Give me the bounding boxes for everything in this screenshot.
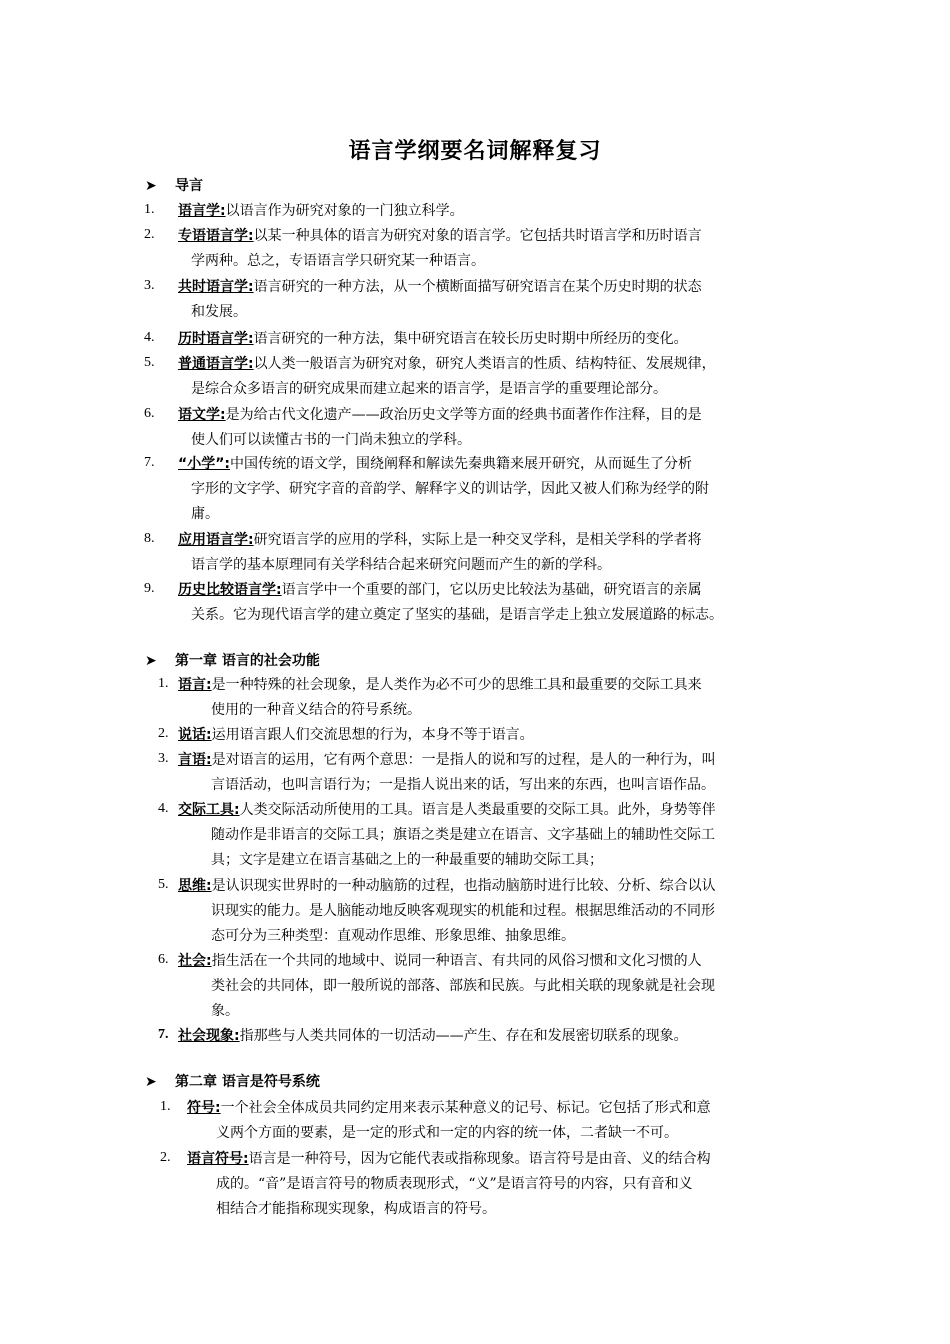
list-item-line xyxy=(178,528,702,553)
term-label: 说话: xyxy=(178,727,212,743)
definition-continuation: 类社会的共同体，即一般所说的部落、部族和民族。与此相关联的现象就是社会现 xyxy=(211,978,715,994)
list-item-line xyxy=(178,275,702,300)
page-title: 语言学纲要名词解释复习 xyxy=(348,139,602,164)
definition-text: 语言研究的一种方法，集中研究语言在较长历史时期中所经历的变化。 xyxy=(253,331,688,347)
section-heading-text: 第一章 语言的社会功能 xyxy=(175,653,320,669)
list-item-line xyxy=(187,1096,711,1121)
list-item-line xyxy=(178,352,716,377)
term-label: 共时语言学: xyxy=(178,279,254,295)
list-item-number: 4. xyxy=(144,330,155,345)
term-label: 社会: xyxy=(178,953,212,969)
term-label: 历时语言学: xyxy=(178,331,254,347)
term-label: 应用语言学: xyxy=(178,532,254,548)
definition-continuation: 庸。 xyxy=(191,506,219,522)
definition-text: 是对语言的运用，它有两个意思：一是指人的说和写的过程，是人的一种行为，叫 xyxy=(211,752,716,768)
list-item-number: 7. xyxy=(144,455,155,470)
list-item-line xyxy=(178,748,716,773)
definition-continuation: 和发展。 xyxy=(191,304,247,320)
definition-text: 中国传统的语文学，围绕阐释和解读先秦典籍来展开研究，从而诞生了分析 xyxy=(230,456,693,472)
list-item-number: 2. xyxy=(158,726,169,741)
section-heading xyxy=(145,1071,320,1091)
list-item-line xyxy=(178,452,692,477)
definition-text: 以人类一般语言为研究对象，研究人类语言的性质、结构特征、发展规律， xyxy=(253,356,716,372)
definition-continuation: 是综合众多语言的研究成果而建立起来的语言学，是语言学的重要理论部分。 xyxy=(191,381,667,397)
definition-continuation: 使人们可以读懂古书的一门尚未独立的学科。 xyxy=(191,432,471,448)
list-item-number: 2. xyxy=(144,227,155,242)
term-label: 历史比较语言学: xyxy=(178,582,282,598)
list-item-number: 1. xyxy=(160,1099,171,1114)
definition-text: 是为给古代文化遗产——政治历史文学等方面的经典书面著作作注释，目的是 xyxy=(225,407,702,423)
arrow-bullet-icon: ➤ xyxy=(145,1074,157,1090)
list-item-number: 1. xyxy=(158,676,169,691)
list-item-number: 2. xyxy=(160,1150,171,1165)
definition-text: 运用语言跟人们交流思想的行为，本身不等于语言。 xyxy=(211,727,534,743)
term-label: 语言符号: xyxy=(187,1151,249,1167)
term-label: 专语语言学: xyxy=(178,228,254,244)
definition-continuation: 义两个方面的要素，是一定的形式和一定的内容的统一体，二者缺一不可。 xyxy=(216,1125,678,1141)
list-item-line xyxy=(178,327,688,352)
list-item-number: 5. xyxy=(144,355,155,370)
list-item-line xyxy=(178,874,716,899)
definition-continuation: 态可分为三种类型：直观动作思维、形象思维、抽象思维。 xyxy=(211,928,575,944)
definition-text: 是一种特殊的社会现象，是人类作为必不可少的思维工具和最重要的交际工具来 xyxy=(211,677,702,693)
list-item-line xyxy=(178,403,702,428)
list-item-number: 1. xyxy=(144,202,155,217)
list-item-line xyxy=(178,224,702,249)
list-item-line xyxy=(178,199,464,224)
list-item-line xyxy=(178,673,702,698)
list-item-line xyxy=(187,1147,711,1172)
definition-continuation: 使用的一种音义结合的符号系统。 xyxy=(211,702,421,718)
section-heading xyxy=(145,175,203,195)
list-item-number: 7. xyxy=(158,1027,169,1042)
term-label: 符号: xyxy=(187,1100,221,1116)
list-item-line xyxy=(178,578,702,603)
definition-text: 研究语言学的应用的学科，实际上是一种交叉学科，是相关学科的学者将 xyxy=(253,532,702,548)
term-label: 普通语言学: xyxy=(178,356,254,372)
list-item-number: 6. xyxy=(144,406,155,421)
list-item-number: 5. xyxy=(158,877,169,892)
term-label: 社会现象: xyxy=(178,1028,240,1044)
list-item-number: 9. xyxy=(144,581,155,596)
definition-text: 一个社会全体成员共同约定用来表示某种意义的记号、标记。它包括了形式和意 xyxy=(220,1100,711,1116)
definition-continuation: 相结合才能指称现实现象，构成语言的符号。 xyxy=(216,1201,496,1217)
section-heading-text: 第二章 语言是符号系统 xyxy=(175,1074,320,1090)
definition-continuation: 字形的文字学、研究字音的音韵学、解释字义的训诂学，因此又被人们称为经学的附 xyxy=(191,481,709,497)
list-item-number: 4. xyxy=(158,801,169,816)
definition-continuation: 关系。它为现代语言学的建立奠定了坚实的基础，是语言学走上独立发展道路的标志。 xyxy=(191,607,723,623)
term-label: 言语: xyxy=(178,752,212,768)
term-label: 思维: xyxy=(178,878,212,894)
definition-text: 语言学中一个重要的部门，它以历史比较法为基础，研究语言的亲属 xyxy=(281,582,702,598)
list-item-line xyxy=(178,949,702,974)
arrow-bullet-icon: ➤ xyxy=(145,653,157,669)
term-label: 语言学: xyxy=(178,203,226,219)
section-heading-text: 导言 xyxy=(175,178,203,194)
list-item-number: 3. xyxy=(158,751,169,766)
definition-text: 语言研究的一种方法，从一个横断面描写研究语言在某个历史时期的状态 xyxy=(253,279,702,295)
list-item-number: 6. xyxy=(158,952,169,967)
list-item-number: 3. xyxy=(144,278,155,293)
list-item-line xyxy=(178,798,716,823)
term-label: 语文学: xyxy=(178,407,226,423)
arrow-bullet-icon: ➤ xyxy=(145,178,157,194)
definition-text: 人类交际活动所使用的工具。语言是人类最重要的交际工具。此外，身势等伴 xyxy=(239,802,716,818)
definition-text: 语言是一种符号，因为它能代表或指称现象。语言符号是由音、义的结合构 xyxy=(248,1151,711,1167)
definition-continuation: 学两种。总之，专语语言学只研究某一种语言。 xyxy=(191,253,485,269)
definition-text: 指那些与人类共同体的一切活动——产生、存在和发展密切联系的现象。 xyxy=(239,1028,688,1044)
definition-continuation: 言语活动，也叫言语行为；一是指人说出来的话，写出来的东西，也叫言语作品。 xyxy=(211,777,715,793)
definition-text: 是认识现实世界时的一种动脑筋的过程，也指动脑筋时进行比较、分析、综合以认 xyxy=(211,878,716,894)
section-heading xyxy=(145,650,320,670)
term-label: 交际工具: xyxy=(178,802,240,818)
term-label: “小学”: xyxy=(178,456,231,472)
definition-continuation: 象。 xyxy=(211,1003,239,1019)
definition-text: 指生活在一个共同的地域中、说同一种语言、有共同的风俗习惯和文化习惯的人 xyxy=(211,953,702,969)
definition-continuation: 随动作是非语言的交际工具；旗语之类是建立在语言、文字基础上的辅助性交际工 xyxy=(211,827,715,843)
definition-text: 以某一种具体的语言为研究对象的语言学。它包括共时语言学和历时语言 xyxy=(253,228,702,244)
list-item-line xyxy=(178,723,534,748)
definition-text: 以语言作为研究对象的一门独立科学。 xyxy=(225,203,464,219)
list-item-number: 8. xyxy=(144,531,155,546)
list-item-line xyxy=(178,1024,688,1049)
definition-continuation: 成的。“音”是语言符号的物质表现形式，“义”是语言符号的内容，只有音和义 xyxy=(216,1176,693,1192)
term-label: 语言: xyxy=(178,677,212,693)
definition-continuation: 识现实的能力。是人脑能动地反映客观现实的机能和过程。根据思维活动的不同形 xyxy=(211,903,715,919)
definition-continuation: 语言学的基本原理同有关学科结合起来研究问题而产生的新的学科。 xyxy=(191,557,611,573)
definition-continuation: 具；文字是建立在语言基础之上的一种最重要的辅助交际工具； xyxy=(211,852,603,868)
